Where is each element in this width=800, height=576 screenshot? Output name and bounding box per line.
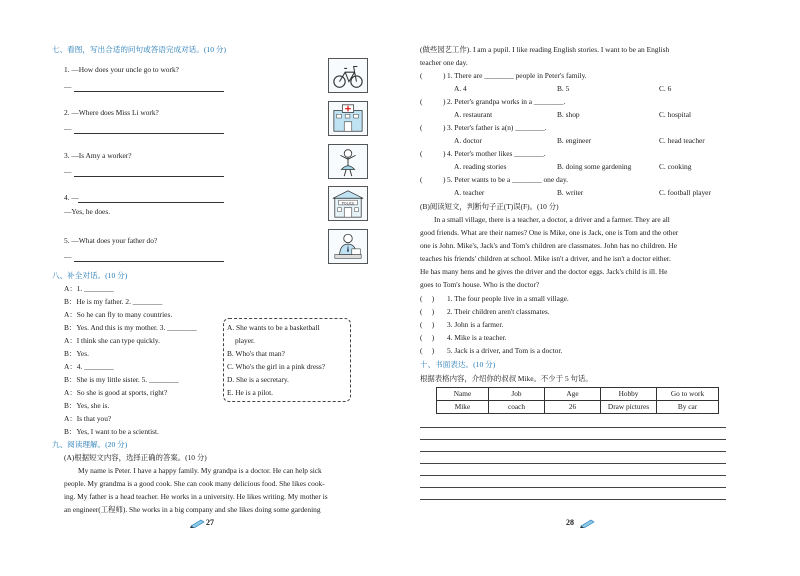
bicycle-icon	[328, 58, 368, 93]
table-cell: Mike	[437, 401, 489, 414]
q4-option-a[interactable]: A. reading stories	[454, 162, 507, 171]
answer-paren-close: )	[443, 71, 446, 80]
writing-line[interactable]	[420, 499, 726, 500]
answer-paren-close: )	[443, 97, 446, 106]
answer-paren-open: (	[420, 71, 423, 80]
section-10-title: 十、书面表达。(10 分)	[420, 360, 496, 369]
q4-option-c[interactable]: C. cooking	[659, 162, 692, 171]
office-worker-icon	[328, 229, 368, 264]
tf-item-5: 5. Jack is a driver, and Tom is a doctor.	[447, 346, 563, 355]
option-b: B. Who's that man?	[227, 349, 285, 358]
s7-a3: —	[64, 167, 72, 176]
section-7-title: 七、看图，写出合适的问句或答语完成对话。(10 分)	[52, 45, 227, 54]
s7-a4: —Yes, he does.	[64, 207, 111, 216]
answer-paren-close: )	[443, 123, 446, 132]
passage-b-line: In a small village, there is a teacher, a doctor, a driver and a farmer. They are all	[434, 215, 670, 224]
dialogue-line: A：Is that you?	[64, 414, 112, 423]
passage-b-line: goes to Tom's house. Who is the doctor?	[420, 280, 540, 289]
tf-item-2: 2. Their children aren't classmates.	[447, 307, 550, 316]
answer-line[interactable]	[74, 133, 224, 134]
q5-option-b[interactable]: B. writer	[557, 188, 584, 197]
tf-item-4: 4. Mike is a teacher.	[447, 333, 507, 342]
q5-option-c[interactable]: C. football player	[659, 188, 711, 197]
passage-line: ing. My father is a head teacher. He works in a university. He likes writing. My mother is	[64, 492, 328, 501]
s7-q4: 4. —	[64, 193, 79, 202]
tf-paren[interactable]: ( )	[420, 320, 435, 329]
section-9-title: 九、阅读理解。(20 分)	[52, 440, 128, 449]
s7-q5: 5. —What does your father do?	[64, 236, 158, 245]
info-table	[436, 387, 719, 414]
table-header: Go to work	[657, 388, 719, 401]
tf-paren[interactable]: ( )	[420, 307, 435, 316]
q2-option-a[interactable]: A. restaurant	[454, 110, 493, 119]
table-header: Hobby	[601, 388, 657, 401]
dialogue-line: A：So she is good at sports, right?	[64, 388, 168, 397]
table-cell: coach	[489, 401, 545, 414]
writing-instruction: 根据表格内容，介绍你的叔叔 Mike。不少于 5 句话。	[420, 374, 593, 383]
passage-b-line: good friends. What are their names? One is Mike, one is Jack, one is Tom and the other	[420, 228, 679, 237]
writing-line[interactable]	[420, 427, 726, 428]
dialogue-line: B：She is my little sister. 5. ________	[64, 375, 179, 384]
tf-paren[interactable]: ( )	[420, 333, 435, 342]
answer-paren-close: )	[443, 175, 446, 184]
answer-paren-open: (	[420, 149, 423, 158]
q3-option-b[interactable]: B. engineer	[557, 136, 592, 145]
option-e: E. He is a pilot.	[227, 388, 273, 397]
dialogue-line: A：1. ________	[64, 284, 114, 293]
table-cell: Draw pictures	[601, 401, 657, 414]
s7-a5: —	[64, 252, 72, 261]
passage-line: My name is Peter. I have a happy family. My grandpa is a doctor. He can help sick	[78, 466, 322, 475]
question-3: 3. Peter's father is a(n) ________.	[447, 123, 547, 132]
passage-line: an engineer(工程师). She works in a big company and she likes doing some gardening	[64, 505, 321, 514]
option-c: C. Who's the girl in a pink dress?	[227, 362, 326, 371]
dialogue-line: A：So he can fly to many countries.	[64, 310, 173, 319]
passage-b-line: teaches his friends' children at school. Mike isn't a driver, and he isn't a doctor either.	[420, 254, 671, 263]
table-header-row	[437, 388, 719, 401]
table-header: Name	[437, 388, 489, 401]
writing-line[interactable]	[420, 463, 726, 464]
pencil-icon	[580, 518, 596, 528]
dialogue-line: B：Yes, I want to be a scientist.	[64, 427, 159, 436]
q5-option-a[interactable]: A. teacher	[454, 188, 485, 197]
svg-text:POLICE: POLICE	[341, 201, 355, 206]
question-1: 1. There are ________ people in Peter's family.	[447, 71, 587, 80]
hospital-icon	[328, 101, 368, 136]
q1-option-a[interactable]: A. 4	[454, 84, 467, 93]
option-a: A. She wants to be a basketball	[227, 323, 320, 332]
writing-line[interactable]	[420, 439, 726, 440]
q1-option-b[interactable]: B. 5	[557, 84, 570, 93]
passage-b-line: one is John. Mike's, Jack's and Tom's children are classmates. John has no children. He	[420, 241, 678, 250]
dialogue-line: A：4. ________	[64, 362, 114, 371]
s7-q2: 2. —Where does Miss Li work?	[64, 108, 159, 117]
part-a-instruction: (A)根据短文内容，选择正确的答案。(10 分)	[64, 453, 207, 462]
dialogue-line: B：Yes. And this is my mother. 3. ________	[64, 323, 197, 332]
writing-line[interactable]	[420, 487, 726, 488]
dialogue-line: B：Yes.	[64, 349, 89, 358]
table-header: Job	[489, 388, 545, 401]
answer-paren-open: (	[420, 175, 423, 184]
q2-option-b[interactable]: B. shop	[557, 110, 580, 119]
part-b-instruction: (B)阅读短文，判断句子正(T)误(F)。(10 分)	[420, 202, 559, 211]
answer-line[interactable]	[74, 176, 224, 177]
table-row	[437, 401, 719, 414]
tf-item-1: 1. The four people live in a small village.	[447, 294, 569, 303]
tf-paren[interactable]: ( )	[420, 346, 435, 355]
s7-q3: 3. —Is Amy a worker?	[64, 151, 132, 160]
table-header: Age	[545, 388, 601, 401]
q4-option-b[interactable]: B. doing some gardening	[557, 162, 632, 171]
dialogue-line: B：He is my father. 2. ________	[64, 297, 163, 306]
dancer-icon	[328, 144, 368, 179]
tf-paren[interactable]: ( )	[420, 294, 435, 303]
options-box	[223, 318, 351, 402]
passage-continued: teacher one day.	[420, 58, 468, 67]
q1-option-c[interactable]: C. 6	[659, 84, 672, 93]
answer-paren-close: )	[443, 149, 446, 158]
tf-item-3: 3. John is a farmer.	[447, 320, 504, 329]
passage-line: people. My grandma is a good cook. She can cook many delicious food. She likes cook-	[64, 479, 325, 488]
option-a-cont: player.	[235, 336, 255, 345]
answer-paren-open: (	[420, 97, 423, 106]
table-cell: 26	[545, 401, 601, 414]
question-2: 2. Peter's grandpa works in a ________.	[447, 97, 566, 106]
answer-line[interactable]	[78, 202, 224, 203]
q3-option-c[interactable]: C. head teacher	[659, 136, 705, 145]
police-station-icon	[328, 186, 368, 221]
page-number-right: 28	[566, 518, 574, 527]
pencil-icon	[190, 518, 206, 528]
writing-line[interactable]	[420, 451, 726, 452]
s7-q1: 1. —How does your uncle go to work?	[64, 65, 179, 74]
dialogue-line: A：I think she can type quickly.	[64, 336, 160, 345]
s7-a1: —	[64, 82, 72, 91]
q3-option-a[interactable]: A. doctor	[454, 136, 482, 145]
passage-continued: (做些园艺工作). I am a pupil. I like reading English stories. I want to be an English	[420, 45, 670, 54]
dialogue-line: B：Yes, she is.	[64, 401, 110, 410]
s7-a2: —	[64, 124, 72, 133]
section-8-title: 八、补全对话。(10 分)	[52, 271, 128, 280]
page-number-left: 27	[206, 518, 214, 527]
passage-b-line: He has many hens and he gives the driver and the doctor eggs. Jack's child is ill. He	[420, 267, 668, 276]
answer-paren-open: (	[420, 123, 423, 132]
q2-option-c[interactable]: C. hospital	[659, 110, 692, 119]
answer-line[interactable]	[74, 261, 224, 262]
question-4: 4. Peter's mother likes ________.	[447, 149, 546, 158]
question-5: 5. Peter wants to be a ________ one day.	[447, 175, 569, 184]
table-cell: By car	[657, 401, 719, 414]
writing-line[interactable]	[420, 475, 726, 476]
answer-line[interactable]	[74, 91, 224, 92]
option-d: D. She is a secretary.	[227, 375, 289, 384]
